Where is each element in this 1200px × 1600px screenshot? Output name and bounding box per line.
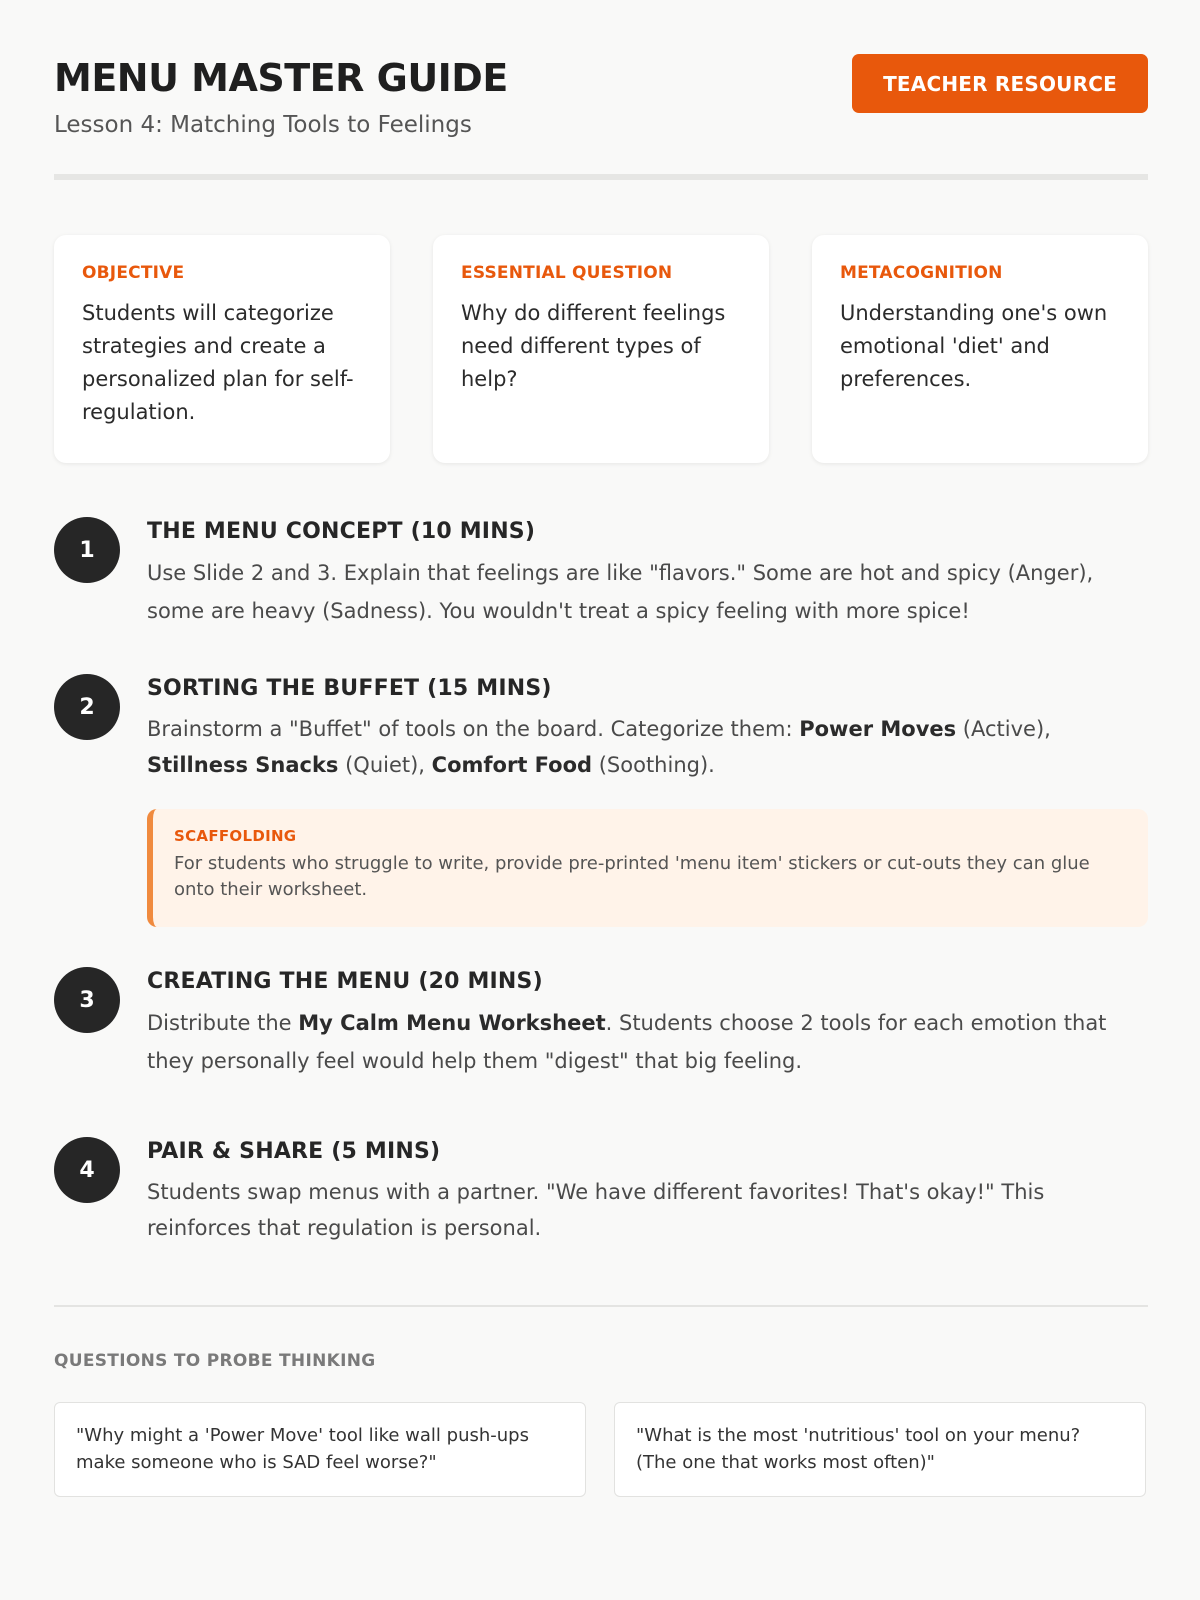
metacognition-card bbox=[812, 235, 1148, 463]
essential-question-card bbox=[433, 235, 769, 463]
step-body bbox=[147, 676, 1148, 783]
objective-card bbox=[54, 235, 390, 463]
teacher-resource-badge: TEACHER RESOURCE bbox=[852, 54, 1148, 113]
card-label: METACOGNITION bbox=[840, 263, 1003, 283]
category-stillness-snacks: Stillness Snacks bbox=[147, 753, 339, 777]
worksheet-name: My Calm Menu Worksheet bbox=[298, 1011, 606, 1035]
scaffolding-callout bbox=[147, 809, 1148, 927]
probe-heading: QUESTIONS TO PROBE THINKING bbox=[54, 1351, 376, 1371]
step-title: SORTING THE BUFFET (15 MINS) bbox=[147, 676, 552, 701]
card-label: OBJECTIVE bbox=[82, 263, 185, 283]
step-text: Distribute the My Calm Menu Worksheet. Students choose 2 tools for each emotion that they personally feel would help them "digest" that big feeling. bbox=[147, 1011, 1107, 1073]
scaffolding-text: For students who struggle to write, provide pre-printed 'menu item' stickers or cut-outs they can glue onto their worksheet. bbox=[174, 853, 1090, 900]
scaffolding-label: SCAFFOLDING bbox=[174, 827, 297, 845]
step-number-badge: 1 bbox=[54, 517, 120, 583]
step-text: Use Slide 2 and 3. Explain that feelings are like "flavors." Some are hot and spicy (Anger), some are heavy (Sadness). You wouldn't treat a spicy feeling with more spice! bbox=[147, 561, 1094, 623]
card-label: ESSENTIAL QUESTION bbox=[461, 263, 673, 283]
card-text: Why do different feelings need different types of help? bbox=[461, 301, 726, 391]
step-number-badge: 4 bbox=[54, 1137, 120, 1203]
step-body bbox=[147, 969, 1148, 1080]
header bbox=[54, 0, 1148, 180]
step-title: CREATING THE MENU (20 MINS) bbox=[147, 969, 543, 994]
category-comfort-food: Comfort Food bbox=[431, 753, 593, 777]
probe-question-2: "What is the most 'nutritious' tool on your menu? (The one that works most often)" bbox=[614, 1402, 1146, 1497]
step-title: THE MENU CONCEPT (10 MINS) bbox=[147, 519, 536, 544]
summary-cards bbox=[54, 235, 1148, 463]
lesson-guide bbox=[54, 0, 1148, 1473]
card-text: Understanding one's own emotional 'diet' and preferences. bbox=[840, 301, 1108, 391]
section-divider bbox=[54, 1305, 1148, 1307]
step-number-badge: 3 bbox=[54, 967, 120, 1033]
step-text: Students swap menus with a partner. "We have different favorites! That's okay!" This reinforces that regulation is personal. bbox=[147, 1180, 1045, 1240]
card-text: Students will categorize strategies and create a personalized plan for self-regulation. bbox=[82, 301, 354, 424]
probe-question-1: "Why might a 'Power Move' tool like wall push-ups make someone who is SAD feel worse?" bbox=[54, 1402, 586, 1497]
step-title: PAIR & SHARE (5 MINS) bbox=[147, 1139, 441, 1164]
category-power-moves: Power Moves bbox=[799, 717, 957, 741]
page-subtitle: Lesson 4: Matching Tools to Feelings bbox=[54, 112, 472, 138]
step-text: Brainstorm a "Buffet" of tools on the board. Categorize them: Power Moves (Active), Stillness Snacks (Quiet), Comfort Food (Soothing). bbox=[147, 717, 1051, 777]
page-title: MENU MASTER GUIDE bbox=[54, 56, 508, 100]
step-body bbox=[147, 519, 1148, 630]
step-body bbox=[147, 1139, 1148, 1246]
step-number-badge: 2 bbox=[54, 674, 120, 740]
